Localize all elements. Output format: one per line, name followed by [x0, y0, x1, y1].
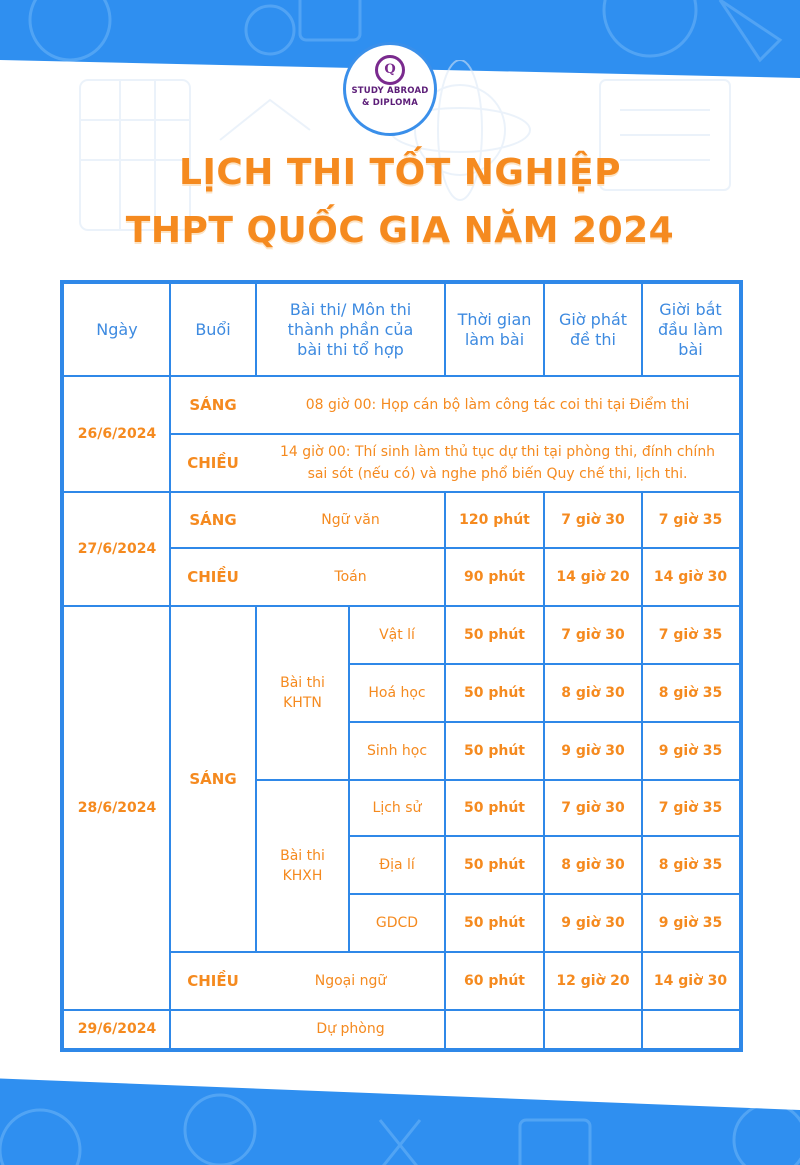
exam-schedule-table [60, 280, 743, 1052]
start-time-cell: 9 giờ 35 [658, 743, 723, 759]
duration-cell: 50 phút [463, 915, 525, 931]
issue-time-cell: 14 giờ 20 [556, 569, 630, 585]
page-title-line-1: LỊCH THI TỐT NGHIỆP [179, 152, 621, 193]
start-time-cell: 14 giờ 30 [653, 973, 728, 989]
start-time-cell: 14 giờ 30 [653, 569, 728, 585]
header-start-time: Giời bắt đầu làm bài [657, 300, 724, 359]
logo-q-icon: Q [375, 55, 405, 85]
session-afternoon: CHIỀU [187, 568, 239, 586]
subject-cell: Toán [334, 569, 367, 585]
subject-cell: Ngữ văn [321, 512, 380, 528]
issue-time-cell: 9 giờ 30 [561, 743, 625, 759]
duration-cell: 50 phút [463, 627, 525, 643]
duration-cell: 50 phút [463, 743, 525, 759]
duration-cell: 60 phút [463, 973, 525, 989]
start-time-cell: 7 giờ 35 [658, 627, 723, 643]
issue-time-cell: 9 giờ 30 [561, 915, 625, 931]
issue-time-cell: 8 giờ 30 [561, 685, 625, 701]
header-issue-time: Giờ phát đề thi [558, 310, 628, 349]
start-time-cell: 8 giờ 35 [658, 857, 723, 873]
duration-cell: 50 phút [463, 800, 525, 816]
header-date: Ngày [96, 320, 138, 339]
duration-cell: 120 phút [459, 512, 530, 528]
session-morning: SÁNG [189, 396, 237, 414]
subject-cell: Ngoại ngữ [314, 973, 387, 989]
duration-cell: 50 phút [463, 685, 525, 701]
logo-line-2: & DIPLOMA [362, 98, 418, 108]
subject-cell: GDCD [375, 915, 419, 931]
reserve-day-note: Dự phòng [316, 1021, 385, 1037]
header-subject: Bài thi/ Môn thi thành phần của bài thi tổ hợp [287, 300, 414, 359]
header-duration: Thời gian làm bài [457, 310, 532, 349]
page-title-line-2: THPT QUỐC GIA NĂM 2024 [125, 210, 675, 251]
day1-afternoon-note: 14 giờ 00: Thí sinh làm thủ tục dự thi tại phòng thi, đính chính sai sót (nếu có) và nghe phổ biến Quy chế thi, lịch thi. [279, 444, 716, 482]
start-time-cell: 7 giờ 35 [658, 512, 723, 528]
date-28-6: 28/6/2024 [77, 800, 157, 816]
subject-cell: Địa lí [379, 857, 415, 873]
issue-time-cell: 7 giờ 30 [561, 627, 625, 643]
subject-cell: Sinh học [366, 743, 428, 759]
session-afternoon: CHIỀU [187, 972, 239, 990]
date-27-6: 27/6/2024 [77, 541, 157, 557]
session-morning: SÁNG [189, 770, 237, 788]
group-khxh: Bài thi KHXH [280, 848, 325, 884]
issue-time-cell: 8 giờ 30 [561, 857, 625, 873]
start-time-cell: 7 giờ 35 [658, 800, 723, 816]
subject-cell: Hoá học [368, 685, 426, 701]
group-khtn: Bài thi KHTN [280, 675, 325, 711]
issue-time-cell: 12 giờ 20 [556, 973, 630, 989]
start-time-cell: 9 giờ 35 [658, 915, 723, 931]
logo-line-1: STUDY ABROAD [351, 86, 429, 96]
brand-logo [343, 42, 437, 136]
subject-cell: Vật lí [379, 627, 415, 643]
duration-cell: 50 phút [463, 857, 525, 873]
date-26-6: 26/6/2024 [77, 426, 157, 442]
day1-morning-note: 08 giờ 00: Họp cán bộ làm công tác coi thi tại Điểm thi [305, 397, 690, 413]
header-session: Buổi [195, 320, 231, 339]
duration-cell: 90 phút [463, 569, 525, 585]
issue-time-cell: 7 giờ 30 [561, 800, 625, 816]
session-morning: SÁNG [189, 511, 237, 529]
issue-time-cell: 7 giờ 30 [561, 512, 625, 528]
subject-cell: Lịch sử [372, 800, 422, 816]
start-time-cell: 8 giờ 35 [658, 685, 723, 701]
session-afternoon: CHIỀU [187, 454, 239, 472]
date-29-6: 29/6/2024 [77, 1021, 157, 1037]
